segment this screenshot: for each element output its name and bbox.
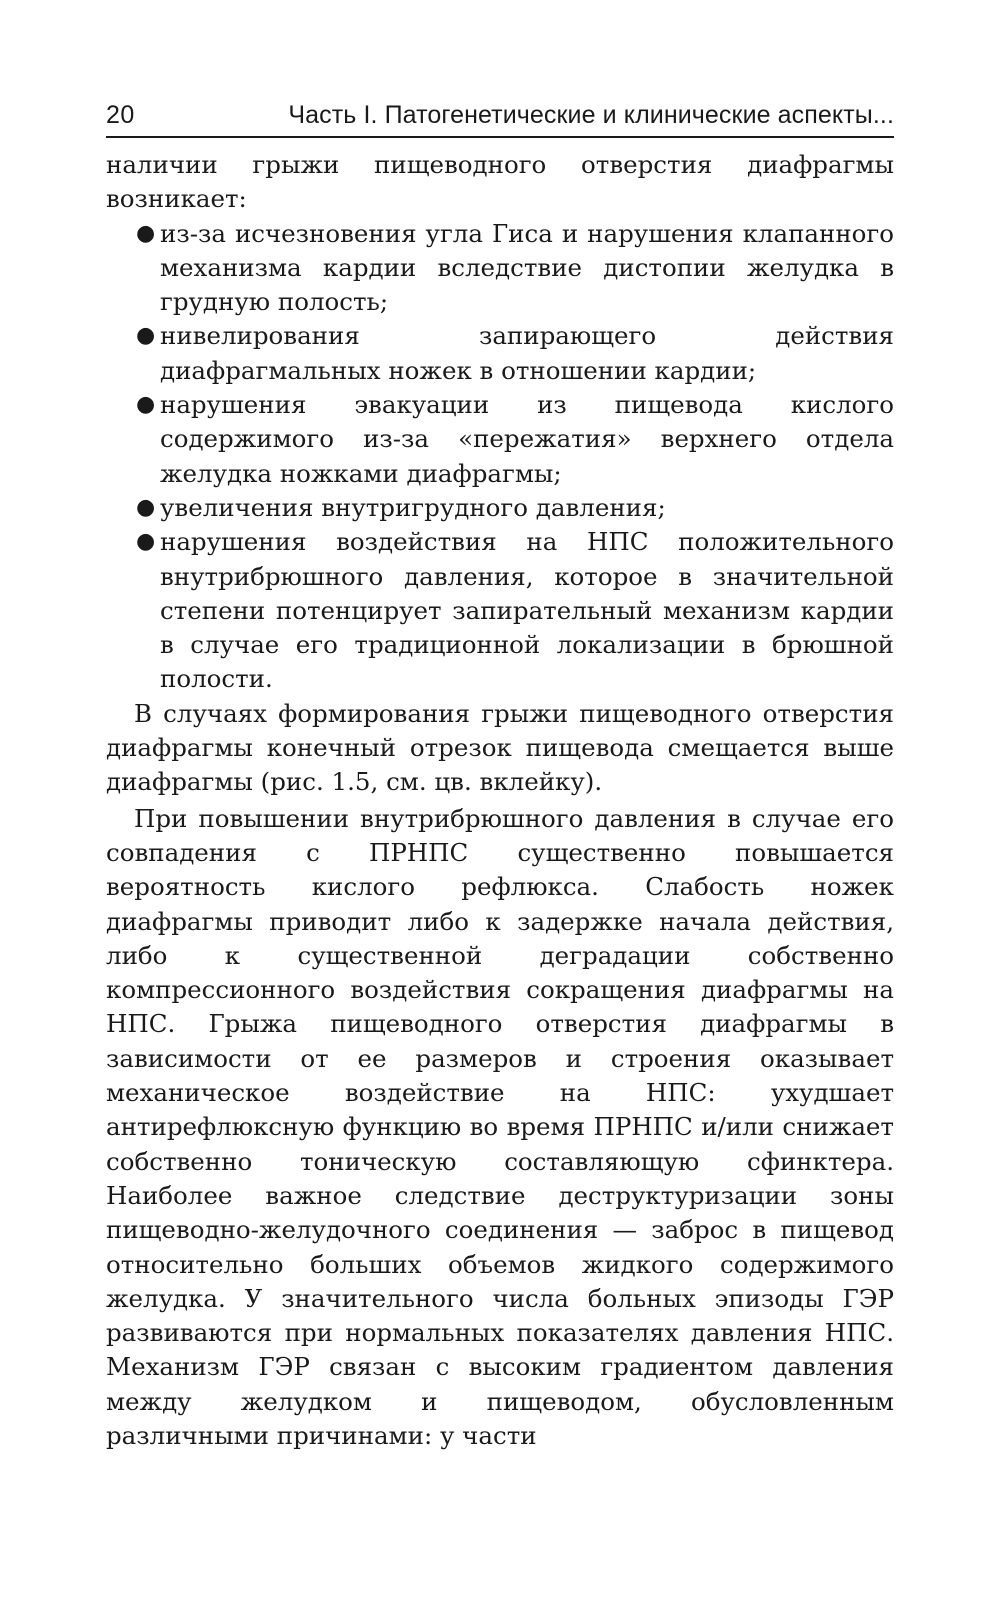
bullet-icon: ●: [136, 220, 156, 246]
page-number: 20: [106, 101, 135, 129]
paragraph-hernia-displacement: В случаях формирования грыжи пищеводного отверстия диафрагмы конечный отрезок пищевода смещается выше диафрагмы (рис. 1.5, см. цв. вклейку).: [106, 698, 894, 797]
bullet-icon: ●: [136, 323, 156, 349]
bullet-icon: ●: [136, 494, 156, 520]
list-item: [106, 525, 894, 696]
list-item-text: нарушения воздействия на НПС положительного внутрибрюшного давления, которое в значительной степени потенцирует запирательный механизм кардии в случае его традиционной локализации в брюшной полости.: [160, 527, 894, 694]
intro-paragraph: наличии грыжи пищеводного отверстия диафрагмы возникает:: [106, 150, 894, 214]
book-page: [106, 100, 894, 1453]
bullet-icon: ●: [136, 392, 156, 418]
bullet-list: [106, 217, 894, 697]
list-item-text: увеличения внутригрудного давления;: [160, 492, 666, 522]
paragraph-intraabdominal-pressure: При повышении внутрибрюшного давления в случае его совпадения с ПРНПС существенно повышается вероятность кислого рефлюкса. Слабость ножек диафрагмы приводит либо к задержке начала действия, либо к существенной деградации собственно компрессионного воздействия сокращения диафрагмы на НПС. Грыжа пищеводного отверстия диафрагмы в зависимости от ее размеров и строения оказывает механическое воздействие на НПС: ухудшает антирефлюксную функцию во время ПРНПС и/или снижает собственно тоническую составляющую сфинктера. Наиболее важное следствие деструктуризации зоны пищеводно-желудочного соединения — заброс в пищевод относительно больших объемов жидкого содержимого желудка. У значительного числа больных эпизоды ГЭР развиваются при нормальных показателях давления НПС. Механизм ГЭР связан с высоким градиентом давления между желудком и пищеводом, обусловленным различными причинами: у части: [106, 803, 894, 1450]
running-head: [106, 100, 894, 138]
list-item: [106, 319, 894, 388]
list-item-text: нарушения эвакуации из пищевода кислого содержимого из-за «пережатия» верхнего отдела желудка ножками диафрагмы;: [160, 390, 894, 488]
list-item-text: из-за исчезновения угла Гиса и нарушения клапанного механизма кардии вследствие дистопии желудка в грудную полость;: [160, 218, 894, 317]
running-title: Часть I. Патогенетические и клинические аспекты...: [288, 101, 894, 129]
bullet-icon: ●: [136, 529, 156, 555]
list-item: [106, 491, 894, 525]
list-item: [106, 388, 894, 491]
list-item: [106, 217, 894, 320]
list-item-text: нивелирования запирающего действия диафрагмальных ножек в отношении кардии;: [160, 321, 894, 385]
body-text: [106, 148, 894, 1453]
